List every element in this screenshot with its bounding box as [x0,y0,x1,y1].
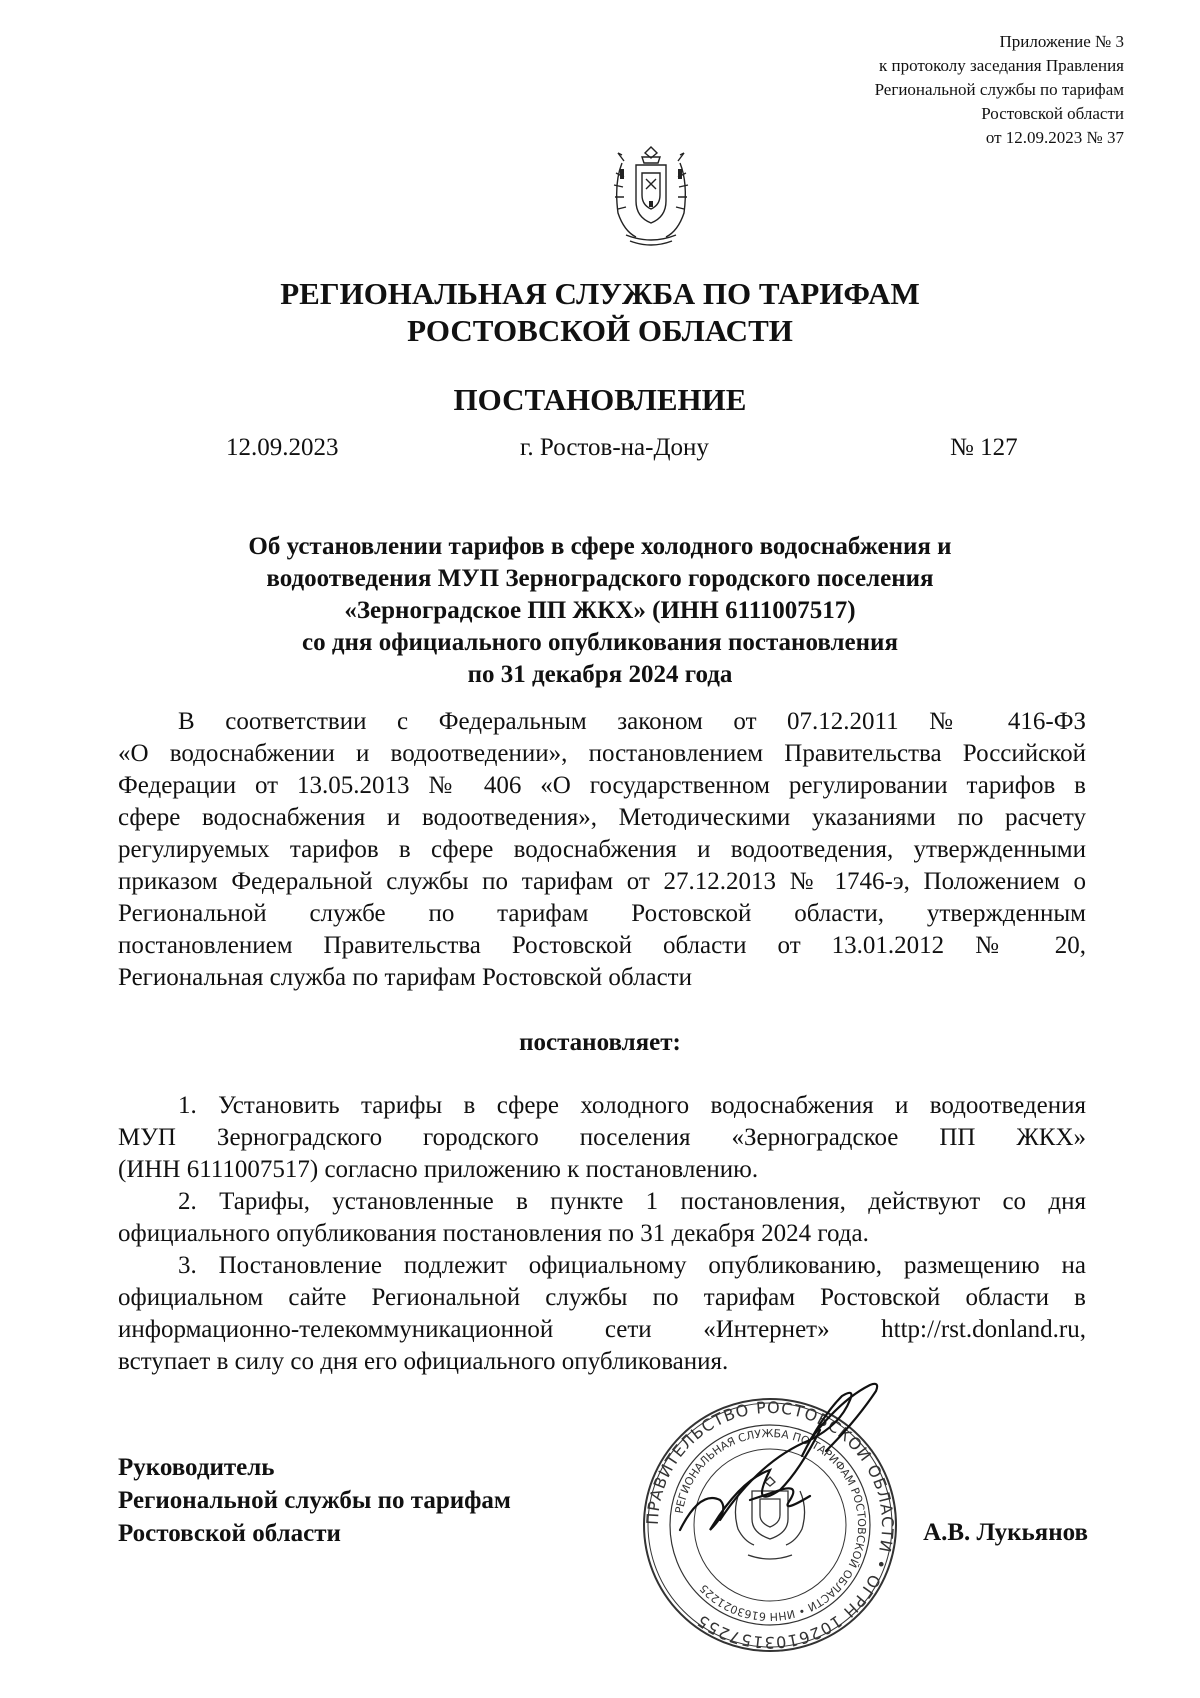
signatory-title-line: Руководитель [118,1454,275,1481]
subject-line: со дня официального опубликования постановления [302,629,898,656]
organization-title: РЕГИОНАЛЬНАЯ СЛУЖБА ПО ТАРИФАМ [280,276,920,311]
decree-word: постановляет: [519,1029,681,1056]
organization-title-region: РОСТОВСКОЙ ОБЛАСТИ [407,313,793,348]
point-line: официальном сайте Региональной службы по тарифам Ростовской области в [118,1284,1086,1311]
point-line: вступает в силу со дня его официального опубликования. [118,1348,729,1375]
appendix-line: Ростовской области [981,104,1124,123]
point-line: официального опубликования постановления по 31 декабря 2024 года. [118,1220,869,1247]
preamble-line: приказом Федеральной службы по тарифам от 27.12.2013 № 1746-э, Положением о [118,868,1086,895]
preamble-line: Региональная служба по тарифам Ростовской области [118,964,692,991]
subject-line: Об установлении тарифов в сфере холодного водоснабжения и [248,533,952,560]
appendix-line: к протоколу заседания Правления [879,56,1124,75]
coat-of-arms-icon [602,143,700,253]
point-line: 2. Тарифы, установленные в пункте 1 постановления, действуют со дня [178,1188,1086,1215]
point-line: 1. Установить тарифы в сфере холодного водоснабжения и водоотведения [178,1092,1086,1119]
seal-inner-text: РЕГИОНАЛЬНАЯ СЛУЖБА ПО ТАРИФАМ РОСТОВСКОЙ ОБЛАСТИ • ИНН 6163021225 [672,1426,869,1624]
appendix-line: от 12.09.2023 № 37 [985,128,1124,147]
preamble-line: В соответствии с Федеральным законом от 07.12.2011 № 416-ФЗ [178,708,1086,735]
signatory-name: А.В. Лукьянов [923,1519,1088,1546]
handwritten-signature-icon [660,1380,920,1580]
subject-line: «Зерноградское ПП ЖКХ» (ИНН 6111007517) [344,597,856,624]
preamble-line: «О водоснабжении и водоотведении», постановлением Правительства Российской [118,740,1086,767]
document-number: № 127 [950,434,1018,461]
appendix-line: Региональной службы по тарифам [874,80,1124,99]
preamble-line: Федерации от 13.05.2013 № 406 «О государственном регулировании тарифов в [118,772,1086,799]
preamble-line: постановлением Правительства Ростовской области от 13.01.2012 № 20, [118,932,1086,959]
signatory-title-line: Ростовской области [118,1520,341,1547]
signatory-title-line: Региональной службы по тарифам [118,1487,511,1514]
preamble-paragraph [118,706,1086,994]
seal-outer-text: ПРАВИТЕЛЬСТВО РОСТОВСКОЙ ОБЛАСТИ • ОГРН 1026103157255 [642,1397,898,1653]
subject-line: по 31 декабря 2024 года [467,661,733,688]
signatory-title [118,1451,511,1550]
point-line: (ИНН 6111007517) согласно приложению к постановлению. [118,1156,759,1183]
document-date: 12.09.2023 [226,434,339,461]
decree-points [118,1090,1086,1378]
subject-line: водоотведения МУП Зерноградского городского поселения [266,565,934,592]
preamble-line: регулируемых тарифов в сфере водоснабжения и водоотведения, утвержденными [118,836,1086,863]
document-city: г. Ростов-на-Дону [520,434,709,461]
document-subject [150,531,1050,691]
point-line: МУП Зерноградского городского поселения «Зерноградское ПП ЖКХ» [118,1124,1086,1151]
preamble-line: сфере водоснабжения и водоотведения», Методическими указаниями по расчету [118,804,1086,831]
point-line: информационно-телекоммуникационной сети «Интернет» http://rst.donland.ru, [118,1316,1086,1343]
appendix-line: Приложение № 3 [999,32,1124,51]
document-type: ПОСТАНОВЛЕНИЕ [453,382,747,417]
point-line: 3. Постановление подлежит официальному опубликованию, размещению на [178,1252,1086,1279]
appendix-note [875,30,1124,150]
preamble-line: Региональной службе по тарифам Ростовской области, утвержденным [118,900,1086,927]
